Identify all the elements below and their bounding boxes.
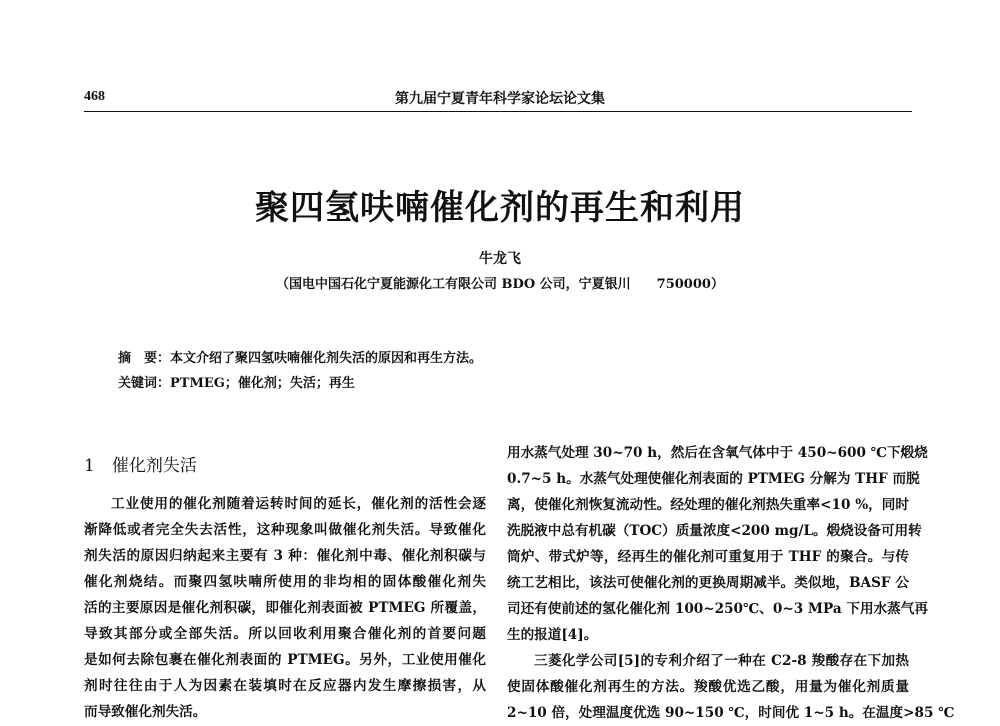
header-rule: [84, 111, 912, 112]
text-line: 催化剂烧结。而聚四氢呋喃所使用的非均相的固体酸催化剂失: [84, 574, 486, 590]
right-column: [507, 440, 955, 726]
text-line: 离，使催化剂恢复流动性。经处理的催化剂热失重率<10 %，同时: [507, 497, 909, 513]
page-number: 468: [84, 89, 105, 104]
text-line: 工业使用的催化剂随着运转时间的延长，催化剂的活性会逐: [111, 496, 486, 512]
text-line: 三菱化学公司[5]的专利介绍了一种在 C2-8 羧酸存在下加热: [534, 653, 909, 669]
text-line: 司还有使前述的氢化催化剂 100~250℃、0~3 MPa 下用水蒸气再: [507, 601, 928, 617]
section-heading: 1 催化剂失活: [84, 456, 197, 476]
affiliation: （国电中国石化宁夏能源化工有限公司 BDO 公司，宁夏银川 750000）: [276, 277, 724, 292]
author: 牛龙飞: [479, 251, 521, 267]
text-line: 剂失活的原因归纳起来主要有 3 种：催化剂中毒、催化剂积碳与: [84, 548, 486, 564]
paper-title: 聚四氢呋喃催化剂的再生和利用: [255, 188, 745, 228]
text-line: 统工艺相比，该法可使催化剂的更换周期减半。类似地，BASF 公: [507, 575, 909, 591]
text-line: 导致其部分或全部失活。所以回收利用聚合催化剂的首要问题: [84, 626, 486, 642]
left-column: [84, 491, 486, 725]
text-line: 0.7~5 h。水蒸气处理使催化剂表面的 PTMEG 分解为 THF 而脱: [507, 471, 920, 487]
text-line: 用水蒸气处理 30~70 h，然后在含氧气体中于 450~600 ℃下煅烧: [507, 445, 928, 461]
text-line: 而导致催化剂失活。: [84, 704, 207, 720]
text-line: 是如何去除包裹在催化剂表面的 PTMEG。另外，工业使用催化: [84, 652, 486, 668]
keywords: 关键词：PTMEG；催化剂；失活；再生: [118, 376, 355, 391]
text-line: 生的报道[4]。: [507, 627, 598, 643]
abstract: 摘 要：本文介绍了聚四氢呋喃催化剂失活的原因和再生方法。: [118, 351, 483, 366]
text-line: 渐降低或者完全失去活性，这种现象叫做催化剂失活。导致催化: [84, 522, 486, 538]
text-line: 2~10 倍，处理温度优选 90~150 ℃，时间优 1~5 h。在温度>85 ℃: [507, 705, 955, 721]
text-line: 活的主要原因是催化剂积碳，即催化剂表面被 PTMEG 所覆盖，: [84, 600, 486, 616]
text-line: 使固体酸催化剂再生的方法。羧酸优选乙酸，用量为催化剂质量: [507, 679, 909, 695]
running-header: 第九届宁夏青年科学家论坛论文集: [395, 91, 605, 107]
text-line: 剂时往往由于人为因素在装填时在反应器内发生摩擦损害，从: [84, 678, 486, 694]
text-line: 洗脱液中总有机碳（TOC）质量浓度<200 mg/L。煅烧设备可用转: [507, 523, 922, 539]
text-line: 筒炉、带式炉等，经再生的催化剂可重复用于 THF 的聚合。与传: [507, 549, 909, 565]
